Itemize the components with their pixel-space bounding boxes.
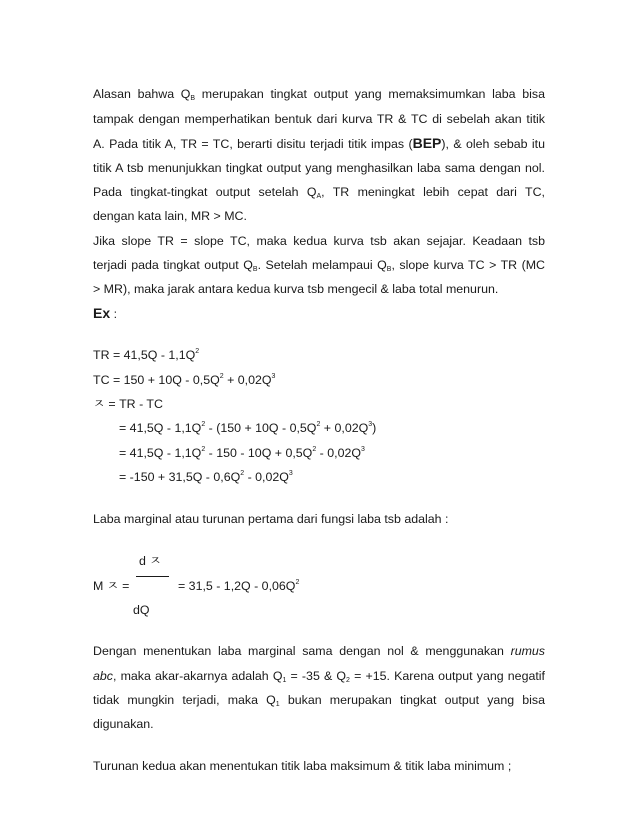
paragraph-line: Dengan menentukan laba marginal sama dengan nol & menggunakan rumus (93, 644, 545, 658)
paragraph-line: > MR), maka jarak antara kedua kurva tsb mengecil & laba total menurun. (93, 282, 499, 296)
profit-step-2: = $41,5Q - 1,1Q^2 - 150 - 10Q + 0,5Q^2 - 0,02Q^3$ (119, 446, 365, 460)
fraction-bar (136, 576, 169, 577)
paragraph-line: Turunan kedua akan menentukan titik laba maksimum & titik laba minimum ; (93, 759, 512, 773)
profit-step-1: = $41,5Q - 1,1Q^2 - (150 + 10Q - 0,5Q^2 + 0,02Q^3)$ (119, 421, 377, 435)
tr-equation: TR = $41,5Q - 1,1Q^2$ (93, 348, 200, 362)
paragraph-line: terjadi pada tingkat output $Q_B$. Setelah melampaui $Q_B$, slope kurva TC > TR (MC (93, 258, 545, 273)
paragraph-line: A. Pada titik A, TR = TC, berarti disitu terjadi titik impas (BEP), & oleh sebab itu (93, 135, 545, 151)
marginal-rhs: = $31,5 - 1,2Q - 0,06Q^2$ (178, 579, 300, 593)
profit-equation: ㅈ = TR - TC (93, 397, 163, 411)
fraction-numerator: d ㅈ (139, 554, 162, 568)
paragraph-line: dengan kata lain, MR > MC. (93, 209, 247, 223)
paragraph-line: tampak dengan memperhatikan bentuk dari kurva TR & TC di sebelah akan titik (93, 112, 545, 126)
bep-term: BEP (412, 135, 442, 151)
paragraph-line: Jika slope TR = slope TC, maka kedua kurva tsb akan sejajar. Keadaan tsb (93, 234, 545, 248)
paragraph-line: titik A tsb menunjukkan tingkat output yang menghasilkan laba sama dengan nol. (93, 161, 545, 175)
marginal-lhs: M ㅈ = (93, 579, 130, 593)
profit-step-3: = $-150 + 31,5Q - 0,6Q^2 - 0,02Q^3$ (119, 470, 293, 484)
paragraph-line: tidak mungkin terjadi, maka $Q_1$ bukan merupakan tingkat output yang bisa (93, 693, 545, 708)
tc-equation: TC = $150 + 10Q - 0,5Q^2 + 0,02Q^3$ (93, 373, 276, 387)
pi-symbol: ㅈ (93, 397, 105, 411)
paragraph-line: Alasan bahwa $Q_B$ merupakan tingkat output yang memaksimumkan laba bisa (93, 87, 545, 102)
paragraph-line: digunakan. (93, 717, 154, 731)
paragraph-line: Pada tingkat-tingkat output setelah $Q_A$, TR meningkat lebih cepat dari TC, (93, 185, 545, 200)
paragraph-line: abc, maka akar-akarnya adalah $Q_1 = -35$ & $Q_2 = +15$. Karena output yang negatif (93, 669, 545, 684)
fraction-denominator: dQ (133, 603, 150, 617)
marginal-intro: Laba marginal atau turunan pertama dari fungsi laba tsb adalah : (93, 512, 449, 526)
example-heading: Ex : (93, 305, 118, 321)
